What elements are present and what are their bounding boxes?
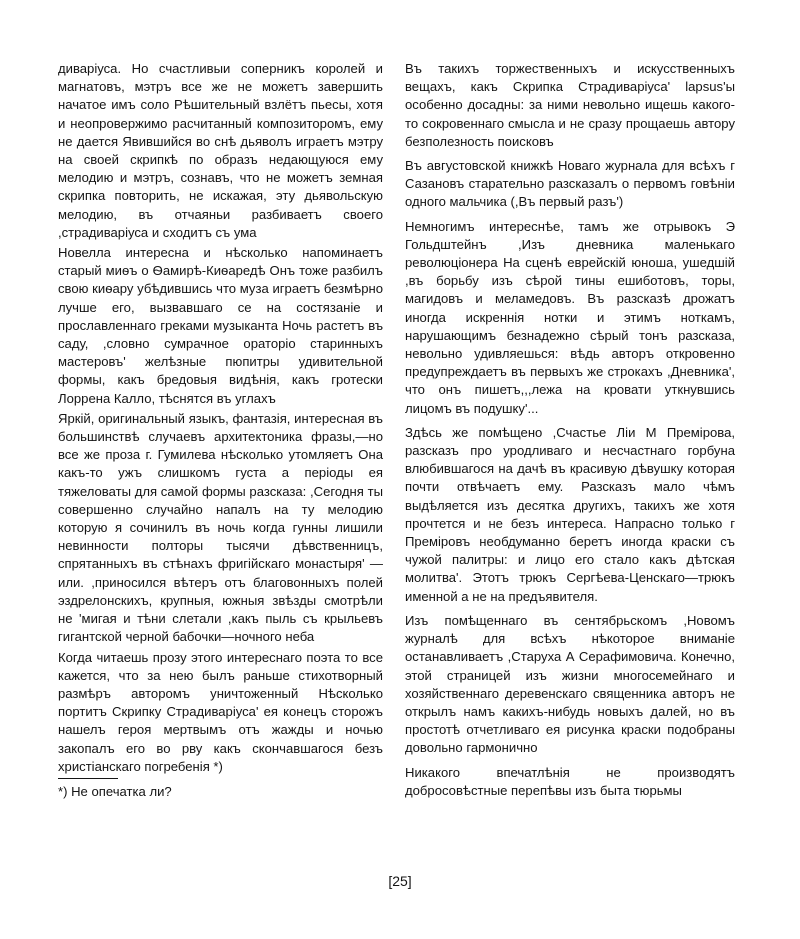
footnote: *) Не опечатка ли?	[58, 783, 172, 799]
paragraph: диваріуса. Но счастливыи соперникъ королей и магнатовъ, мэтръ все же не можетъ завершить начатое имъ соло Рѣшительный взлётъ пьесы, хотя и неопровержимо расчитанный композиторомъ, ему не дается Явившийся во снѣ дьяволъ играетъ мэтру на своей скрипкѣ по образъ недающуюся ему мелодию и мэтръ, сознавъ, что не можетъ земная скрипка повторить, не искажая, эту дьявольскую мелодию, въ отчаяньи разбиваетъ своего ,страдиваріуса и сходитъ съ ума	[58, 61, 383, 240]
paragraph: Здѣсь же помѣщено ,Счастье Лiи М Премірова, разсказъ про уродливаго и несчастнаго горбуна влюбившагося на дачѣ въ красивую дѣвушку которая почти отвѣчаетъ ему. Разсказъ мало чѣмъ выдѣляется изъ десятка другихъ, такихъ же хотя прочтется и не безъ интереса. Напрасно только г Преміровъ необдуманно беретъ иногда краски съ чужой палитры: и лицо его стало какъ дѣтская молитва'. Этотъ трюкъ Сергѣева-Ценскаго—трюкъ именной а не на предъявителя.	[405, 424, 735, 604]
right-column	[405, 60, 735, 806]
left-column	[58, 60, 383, 803]
paragraph: Новелла интересна и нѣсколько напоминаетъ старый миѳъ о Ѳамирѣ-Киѳаредѣ Онъ тоже разбилъ свою киѳару убѣдившись что муза играетъ безмѣрно лучше его, вызвавшаго се на состязаніе и прославленнаго греками музыканта Ночь растетъ въ саду, ,словно сумрачное ораторіо старинныхъ мастеровъ' желѣзные пюпитры удивительной формы, какъ бредовыя видѣнія, какъ гротески Лоррена Калло, тѣснятся въ углахъ	[58, 245, 383, 406]
paragraph: Изъ помѣщеннаго въ сентябрьскомъ ,Новомъ журналѣ для всѣхъ нѣкоторое вниманіе останавливаетъ ,Старуха А Серафимовича. Конечно, этой страницей изъ жизни многосемейнаго и хозяйственнаго деревенскаго священника авторъ не открылъ намъ какихъ-нибудь новыхъ далей, но въ простотѣ отчетливаго ея рисунка краски подобраны довольно гармонично	[405, 612, 735, 756]
paragraph: Въ августовской книжкѣ Новаго журнала для всѣхъ г Сазановъ старательно разсказалъ о первомъ говѣнiи одного мальчика (,Въ первый разъ')	[405, 158, 735, 210]
paragraph: Яркій, оригинальный языкъ, фантазія, интересная въ большинствѣ случаевъ архитектоника фразы,—но все же проза г. Гумилева нѣсколько утомляетъ Она какъ-то ужъ слишкомъ густа а періоды ея тяжеловаты для самой формы разсказа: ,Сегодня ты совершенно случайно напалъ на ту мелодию которую я сочинилъ въ ночь когда гунны лишили невинности полторы тысячи дѣвственницъ, спрятанныхъ въ стѣнахъ фригійскаго монастыря' —или. ,приносился вѣтеръ отъ благовонныхъ полей эздрелонскихъ, крупныя, южныя звѣзды смотрѣли не 'мигая и тѣни слетали ,какъ пыль съ крыльевъ гигантской черной бабочки—ночного неба	[58, 410, 383, 645]
paragraph: Никакого впечатлѣнія не производятъ добросовѣстные перепѣвы изъ быта тюрьмы	[405, 764, 735, 798]
footnote-divider	[58, 778, 118, 779]
paragraph: Немногимъ интереснѣе, тамъ же отрывокъ Э Гольдштейнъ ,Изъ дневника маленькаго революціонера На сценѣ еврейскій юноша, ушедшій ,въ борьбу изъ сѣрой тины ешиботовъ, торы, магидовъ и меламедовъ. Въ разсказѣ дрожатъ иногда искреннія нотки и этимъ ноткамъ, нарушающимъ безнадежно сѣрый тонъ разсказа, невольно удивляешься: вѣдь авторъ откровенно предупреждаетъ въ первыхъ же строкахъ ,Дневника', что онъ пишетъ,,,лежа на кровати уткнувшись лицомъ въ подушку'...	[405, 218, 735, 416]
page-number: [25]	[388, 873, 412, 889]
paragraph: Когда читаешь прозу этого интереснаго поэта то все кажется, что за нею былъ раньше стихотворный размѣръ авторомъ уничтоженный Нѣсколько портитъ Скрипку Страдиваріуса' ея конецъ сторожъ нашелъ героя мертвымъ отъ жажды и ночью закопалъ его во рву какъ скончавшагося безъ христіанскаго погребенія *)	[58, 649, 383, 774]
paragraph: Въ такихъ торжественныхъ и искусственныхъ вещахъ, какъ Скрипка Страдиваріуса' lapsus'ы особенно досадны: за ними невольно ищешь какого-то сокровеннаго смысла и не сразу прощаешь автору безполезность поисковъ	[405, 61, 735, 149]
